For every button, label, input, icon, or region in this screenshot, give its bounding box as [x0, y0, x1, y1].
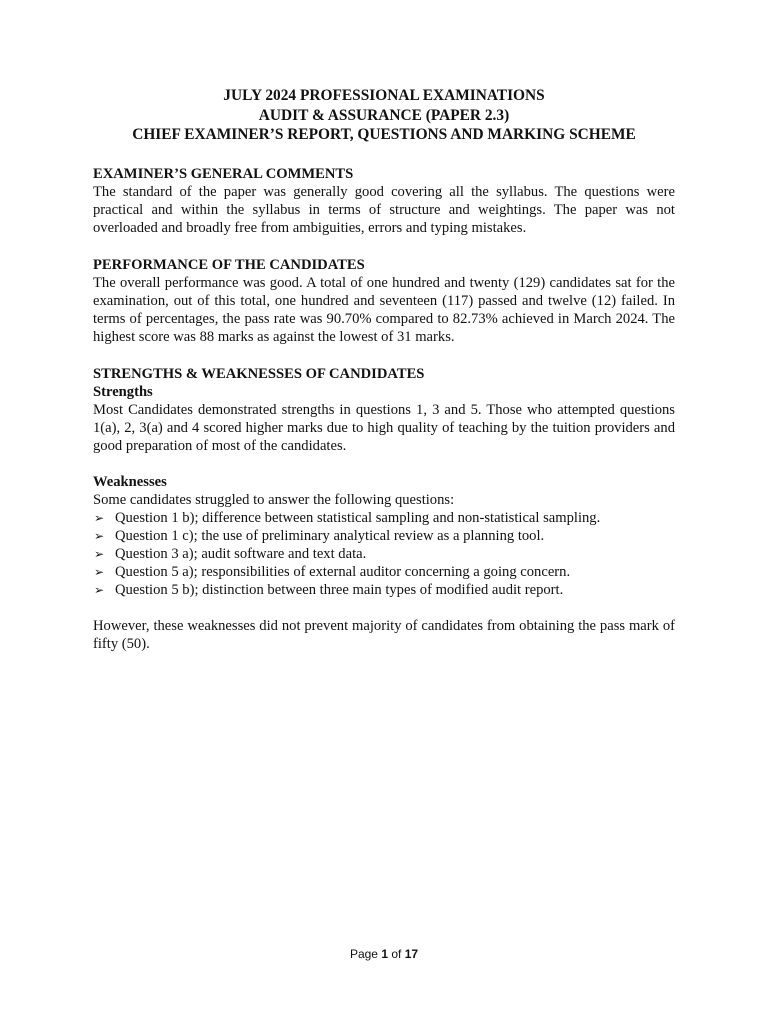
performance-section [93, 256, 675, 346]
arrow-bullet-icon: ➢ [94, 528, 105, 543]
weaknesses-block [93, 473, 675, 599]
strengths-body: Most Candidates demonstrated strengths in questions 1, 3 and 5. Those who attempted questions 1(a), 2, 3(a) and 4 scored higher marks due to high quality of teaching by the tuition providers and good preparation of most of the candidates. [93, 401, 675, 454]
list-item-text: Question 1 b); difference between statistical sampling and non-statistical sampling. [115, 509, 601, 526]
list-item [93, 527, 675, 545]
strengths-heading: Strengths [93, 383, 153, 400]
closing-remark: However, these weaknesses did not prevent majority of candidates from obtaining the pass mark of fifty (50). [93, 617, 675, 652]
list-item [93, 581, 675, 599]
page-word: Page [349, 947, 378, 961]
list-item-text: Question 5 b); distinction between three main types of modified audit report. [115, 581, 564, 598]
list-item-text: Question 3 a); audit software and text data. [115, 545, 367, 562]
performance-body: The overall performance was good. A total of one hundred and twenty (129) candidates sat for the examination, out of this total, one hundred and seventeen (117) passed and twelve (12) failed. In terms of percentages, the pass rate was 90.70% compared to 82.73% achieved in March 2024. The highest score was 88 marks as against the lowest of 31 marks. [93, 274, 675, 345]
weaknesses-heading: Weaknesses [93, 473, 167, 490]
list-item [93, 545, 675, 563]
weaknesses-intro: Some candidates struggled to answer the following questions: [93, 491, 455, 508]
general-comments-body: The standard of the paper was generally good covering all the syllabus. The questions were practical and within the syllabus in terms of structure and weightings. The paper was not overloaded and broadly free from ambiguities, errors and typing mistakes. [93, 183, 675, 236]
performance-heading: PERFORMANCE OF THE CANDIDATES [93, 256, 365, 273]
page-footer [0, 947, 768, 961]
general-comments-section [93, 165, 675, 237]
arrow-bullet-icon: ➢ [94, 564, 105, 579]
page-content [93, 86, 675, 653]
page-total-number: 17 [404, 947, 419, 961]
list-item [93, 509, 675, 527]
strengths-weaknesses-section [93, 365, 675, 653]
weaknesses-list [93, 509, 675, 599]
title-line-report: CHIEF EXAMINER’S REPORT, QUESTIONS AND MARKING SCHEME [132, 126, 636, 143]
arrow-bullet-icon: ➢ [94, 510, 105, 525]
report-title [73, 86, 695, 145]
list-item [93, 563, 675, 581]
strengths-weaknesses-heading: STRENGTHS & WEAKNESSES OF CANDIDATES [93, 365, 425, 382]
title-line-exam: JULY 2024 PROFESSIONAL EXAMINATIONS [223, 87, 545, 104]
arrow-bullet-icon: ➢ [94, 546, 105, 561]
title-line-paper: AUDIT & ASSURANCE (PAPER 2.3) [258, 106, 510, 124]
list-item-text: Question 5 a); responsibilities of external auditor concerning a going concern. [115, 563, 571, 580]
of-word: of [391, 947, 402, 961]
list-item-text: Question 1 c); the use of preliminary analytical review as a planning tool. [115, 527, 545, 544]
arrow-bullet-icon: ➢ [94, 582, 105, 597]
page-current-number: 1 [381, 947, 388, 961]
general-comments-heading: EXAMINER’S GENERAL COMMENTS [93, 165, 354, 182]
